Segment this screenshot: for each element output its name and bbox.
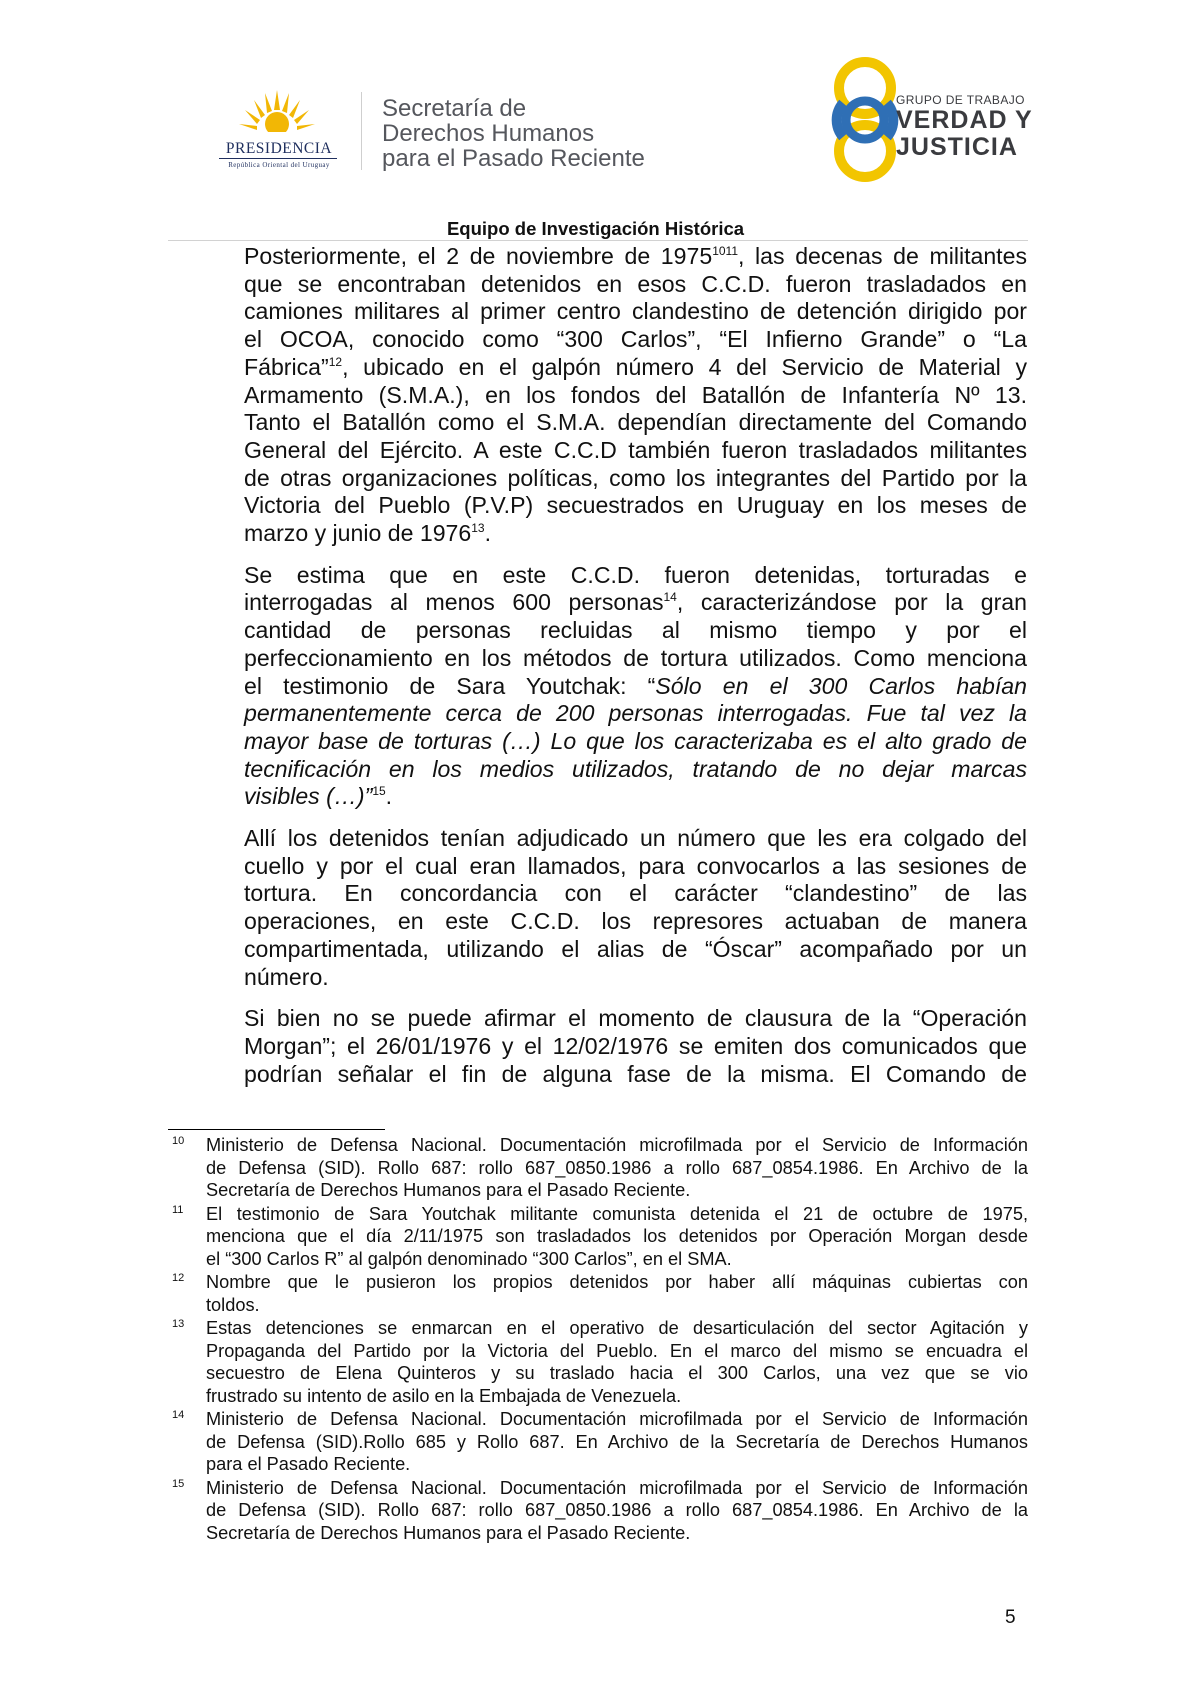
text-line: tortura. En concordancia con el carácter “clandestino” de las — [244, 880, 1027, 907]
text-line: el OCOA, conocido como “300 Carlos”, “El Infierno Grande” o “La — [244, 326, 1027, 353]
text-line: cantidad de personas recluidas al mismo tiempo y por el — [244, 617, 1027, 644]
footnote-line: secuestro de Elena Quinteros y su traslado hacia el 300 Carlos, una vez que se vio — [206, 1363, 1028, 1383]
footnote-ref: 1011 — [712, 244, 738, 258]
text-line: Posteriormente, el 2 de noviembre de $1975^{1011}$, las decenas de militantes — [244, 243, 1027, 269]
quote-text: tecnificación en los medios utilizados, tratando de no dejar marcas — [244, 755, 1027, 782]
text-line: Si bien no se puede afirmar el momento de clausura de la “Operación — [244, 1005, 1027, 1032]
text-line — [244, 700, 1027, 728]
text-line: interrogadas al menos 600 personas$^{14}$, caracterizándose por la gran — [244, 589, 1027, 616]
presidencia-wordmark: PRESIDENCIA — [225, 140, 333, 157]
grupo-trabajo-logo-text — [896, 93, 1066, 161]
footnote-11 — [168, 1203, 1028, 1271]
text-line: Victoria del Pueblo (P.V.P) secuestrados en Uruguay en los meses de — [244, 492, 1027, 519]
text-line: que se encontraban detenidos en esos C.C.D. fueron trasladados en — [244, 270, 1027, 297]
secretaria-line-1: Secretaría de — [382, 95, 527, 122]
footnote-line: Nombre que le pusieron los propios detenidos por haber allí máquinas cubiertas con — [206, 1272, 1028, 1292]
presidencia-subtitle: República Oriental del Uruguay — [228, 161, 330, 169]
footnote-line: Estas detenciones se enmarcan en el operativo de desarticulación del sector Agitación y — [206, 1318, 1028, 1338]
footnote-10 — [168, 1134, 1028, 1202]
text-line: de otras organizaciones políticas, como los integrantes del Partido por la — [244, 464, 1027, 491]
header-rule — [168, 240, 1028, 241]
footnote-line: Ministerio de Defensa Nacional. Documentación microfilmada por el Servicio de Información — [206, 1477, 1028, 1498]
footnote-line: menciona que el día 2/11/1975 son trasladados los detenidos por Operación Morgan desde — [206, 1226, 1028, 1246]
paragraph-1 — [244, 243, 1027, 548]
sun-emblem-icon — [235, 88, 319, 140]
footnote-line: El testimonio de Sara Youtchak militante comunista detenida el 21 de octubre de 1975, — [206, 1203, 1028, 1224]
text-line: marzo y junio de 1976$^{13}$. — [244, 520, 492, 547]
text-line: compartimentada, utilizando el alias de “Óscar” acompañado por un — [244, 935, 1027, 962]
quote-text: permanentemente cerca de 200 personas interrogadas. Fue tal vez la — [244, 700, 1027, 727]
presidencia-rule — [219, 158, 337, 159]
footnote-line: de Defensa (SID). Rollo 687: rollo 687_0850.1986 a rollo 687_0854.1986. En Archivo de la — [206, 1157, 1028, 1178]
footnote-line: para el Pasado Reciente. — [206, 1454, 411, 1474]
footnote-12 — [168, 1271, 1028, 1316]
text-line: cuello y por el cual eran llamados, para convocarlos a las sesiones de — [244, 852, 1027, 879]
grupo-trabajo-line-2: VERDAD Y — [896, 106, 1033, 134]
grupo-trabajo-rings-icon — [825, 55, 905, 185]
footnote-number: 14 — [172, 1409, 185, 1421]
text-line: Tanto el Batallón como el S.M.A. dependían directamente del Comando — [244, 409, 1027, 436]
secretaria-line-2: Derechos Humanos — [382, 120, 595, 147]
footnote-line: de Defensa (SID). Rollo 687: rollo 687_0850.1986 a rollo 687_0854.1986. En Archivo de la — [206, 1500, 1028, 1520]
footnote-ref: 12 — [328, 354, 343, 369]
team-title: Equipo de Investigación Histórica — [446, 218, 745, 239]
footnote-ref: 14 — [663, 590, 677, 605]
quote-text: visibles (…)” — [244, 783, 373, 810]
text-line: podrían señalar el fin de alguna fase de la misma. El Comando de — [244, 1060, 1027, 1087]
text-line: visibles (…)”$^{15}$. — [244, 783, 393, 810]
footnote-line: de Defensa (SID).Rollo 685 y Rollo 687. En Archivo de la Secretaría de Derechos Humanos — [206, 1431, 1028, 1452]
footnote-line: el “300 Carlos R” al galpón denominado “300 Carlos”, en el SMA. — [206, 1248, 732, 1269]
text-line: Armamento (S.M.A.), en los fondos del Batallón de Infantería Nº 13. — [244, 381, 1027, 408]
text-line: Fábrica”$^{12}$, ubicado en el galpón número 4 del Servicio de Material y — [244, 353, 1027, 380]
header-divider — [361, 92, 362, 170]
footnote-number: 13 — [172, 1318, 185, 1330]
page-number: 5 — [1005, 1607, 1016, 1628]
footnote-ref: 15 — [372, 784, 386, 799]
text-line: el testimonio de Sara Youtchak: “Sólo en el 300 Carlos habían — [244, 672, 1027, 699]
footnotes — [168, 1134, 1028, 1545]
secretaria-line-3: para el Pasado Reciente — [382, 145, 645, 172]
paragraph-3 — [244, 825, 1027, 991]
footnote-separator — [168, 1129, 385, 1130]
text-line — [244, 756, 1027, 784]
footnote-line: toldos. — [206, 1294, 260, 1315]
paragraph-4 — [244, 1005, 1027, 1088]
footnote-number: 10 — [172, 1135, 185, 1147]
text-line: Allí los detenidos tenían adjudicado un número que les era colgado del — [244, 825, 1027, 852]
footnote-14 — [168, 1408, 1028, 1476]
text-line: operaciones, en este C.C.D. los represores actuaban de manera — [244, 908, 1027, 935]
quote-text: Sólo en el 300 Carlos habían — [655, 672, 1027, 699]
text-line: Se estima que en este C.C.D. fueron detenidas, torturadas e — [244, 561, 1027, 588]
text-line: camiones militares al primer centro clandestino de detención dirigido por — [244, 298, 1027, 325]
grupo-trabajo-line-3: JUSTICIA — [896, 133, 1018, 161]
footnote-15 — [168, 1477, 1028, 1545]
footnote-line: Ministerio de Defensa Nacional. Documentación microfilmada por el Servicio de Información — [206, 1409, 1028, 1429]
footnote-line: Propaganda del Partido por la Victoria del Pueblo. En el marco del mismo se encuadra el — [206, 1340, 1028, 1361]
text-line: número. — [244, 963, 329, 990]
secretaria-logo-text — [382, 96, 702, 171]
body-text — [244, 243, 1027, 1102]
footnote-number: 12 — [172, 1272, 185, 1284]
footnote-line: Ministerio de Defensa Nacional. Documentación microfilmada por el Servicio de Información — [206, 1135, 1028, 1155]
footnote-13 — [168, 1317, 1028, 1407]
quote-text: mayor base de torturas (…) Lo que los caracterizaba es el alto grado de — [244, 727, 1027, 754]
footnote-number: 15 — [172, 1477, 185, 1490]
text-line: perfeccionamiento en los métodos de tortura utilizados. Como menciona — [244, 644, 1027, 671]
presidencia-logo — [205, 88, 350, 178]
grupo-trabajo-line-1: GRUPO DE TRABAJO — [896, 93, 1025, 107]
footnote-ref: 13 — [471, 521, 485, 536]
footnote-line: Secretaría de Derechos Humanos para el Pasado Reciente. — [206, 1522, 691, 1543]
footnote-line: frustrado su intento de asilo en la Embajada de Venezuela. — [206, 1385, 682, 1406]
text-line: Morgan”; el 26/01/1976 y el 12/02/1976 se emiten dos comunicados que — [244, 1032, 1027, 1059]
text-line — [244, 728, 1027, 756]
paragraph-2 — [244, 562, 1027, 811]
footnote-number: 11 — [172, 1203, 184, 1216]
footnote-line: Secretaría de Derechos Humanos para el Pasado Reciente. — [206, 1180, 691, 1200]
text-line: General del Ejército. A este C.C.D también fueron trasladados militantes — [244, 436, 1027, 463]
